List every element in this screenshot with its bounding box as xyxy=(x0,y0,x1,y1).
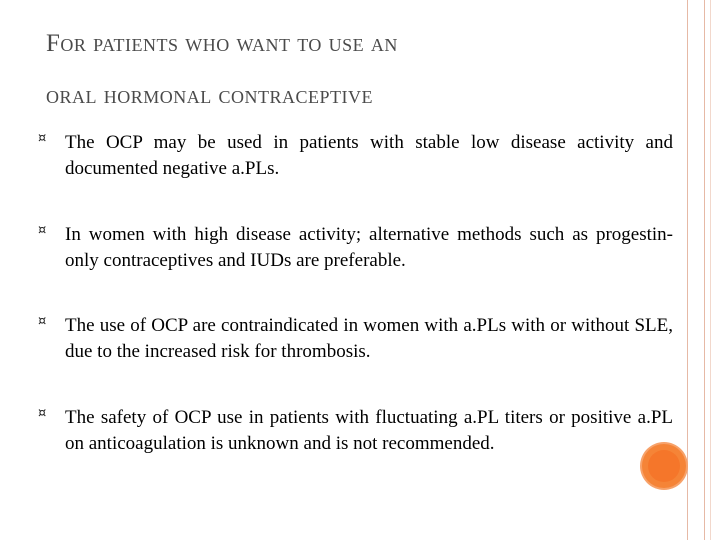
decorative-orange-circle-inner xyxy=(648,450,680,482)
bullet-text: The safety of OCP use in patients with fluctuating a.PL titers or positive a.PL on anticoagulation is unknown and is not recommended. xyxy=(65,407,673,454)
decorative-rail-left xyxy=(687,0,688,540)
bullet-marker-icon: ¤ xyxy=(38,314,47,329)
slide-title-line-1: For patients who want to use an xyxy=(46,30,398,57)
bullet-text: The OCP may be used in patients with stable low disease activity and documented negative a.PLs. xyxy=(65,132,673,179)
slide-title xyxy=(46,18,666,122)
bullet-text: The use of OCP are contraindicated in women with a.PLs with or without SLE, due to the increased risk for thrombosis. xyxy=(65,315,673,362)
decorative-rail-outer xyxy=(710,0,711,540)
slide-title-line-2: oral hormonal contraceptive xyxy=(46,82,373,109)
decorative-rail-right xyxy=(704,0,705,540)
bullet-marker-icon: ¤ xyxy=(38,223,47,238)
bullet-marker-icon: ¤ xyxy=(38,131,47,146)
bullet-text: In women with high disease activity; alternative methods such as progestin-only contraceptives and IUDs are preferable. xyxy=(65,224,673,271)
bullet-marker-icon: ¤ xyxy=(38,406,47,421)
